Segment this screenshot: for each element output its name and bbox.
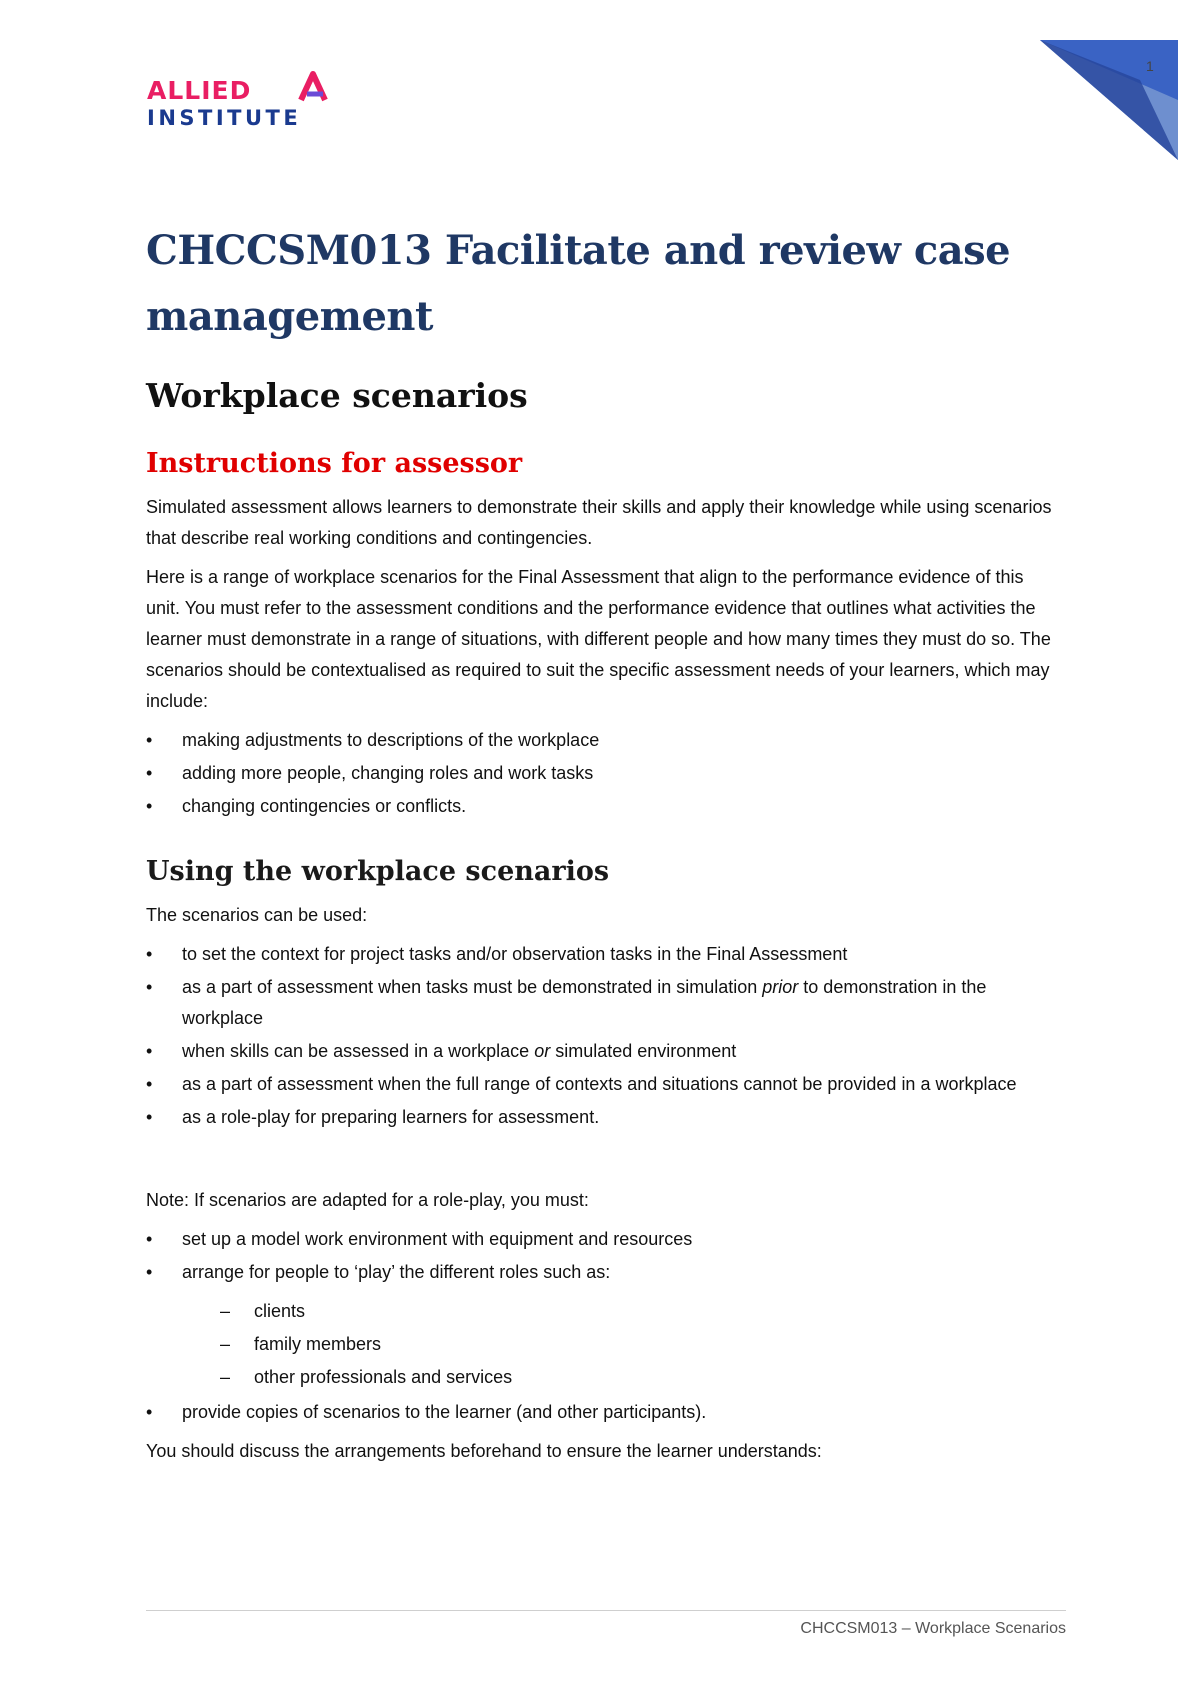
logo-mark-icon bbox=[297, 70, 333, 104]
list-item: • set up a model work environment with equipment and resources bbox=[146, 1229, 693, 1249]
list-item: • as a part of assessment when tasks must be demonstrated in simulation prior to demonstration in the workplace bbox=[146, 977, 987, 1028]
list-item: – other professionals and services bbox=[220, 1367, 513, 1387]
list-item: • when skills can be assessed in a workplace or simulated environment bbox=[146, 1041, 737, 1061]
allied-institute-logo bbox=[147, 70, 337, 132]
bullet-list bbox=[146, 1397, 1062, 1428]
list-item: – clients bbox=[220, 1301, 306, 1321]
paragraph: You should discuss the arrangements beforehand to ensure the learner understands: bbox=[146, 1441, 822, 1461]
logo-line1: ALLIED bbox=[147, 76, 252, 105]
list-item: • as a part of assessment when the full range of contexts and situations cannot be provided in a workplace bbox=[146, 1074, 1017, 1094]
bullet-list bbox=[146, 725, 1062, 822]
document-subtitle: Workplace scenarios bbox=[146, 376, 528, 415]
list-item: • arrange for people to ‘play’ the different roles such as: bbox=[146, 1262, 611, 1282]
document-title: CHCCSM013 Facilitate and review case management bbox=[146, 227, 1011, 340]
paragraph: The scenarios can be used: bbox=[146, 905, 368, 925]
list-item: • as a role-play for preparing learners for assessment. bbox=[146, 1107, 600, 1127]
bullet-list bbox=[146, 939, 1062, 1133]
list-item: • provide copies of scenarios to the learner (and other participants). bbox=[146, 1402, 707, 1422]
list-item: • to set the context for project tasks and/or observation tasks in the Final Assessment bbox=[146, 944, 848, 964]
section-heading-using: Using the workplace scenarios bbox=[146, 856, 610, 887]
paragraph: Here is a range of workplace scenarios for the Final Assessment that align to the performance evidence of this unit. You must refer to the assessment conditions and the performance evidence that outlines what activities the learner must demonstrate in a range of situations, with different people and how many times they must do so. The scenarios should be contextualised as required to suit the specific assessment needs of your learners, which may include: bbox=[146, 567, 1051, 711]
list-item: • changing contingencies or conflicts. bbox=[146, 796, 467, 816]
list-item: • adding more people, changing roles and work tasks bbox=[146, 763, 594, 783]
list-item: • making adjustments to descriptions of the workplace bbox=[146, 730, 600, 750]
dash-list bbox=[146, 1296, 1062, 1393]
footer-text: CHCCSM013 – Workplace Scenarios bbox=[800, 1620, 1066, 1637]
page-number: 1 bbox=[1146, 58, 1154, 74]
note-paragraph: Note: If scenarios are adapted for a role-play, you must: bbox=[146, 1190, 589, 1210]
bullet-list bbox=[146, 1224, 1062, 1288]
list-item: – family members bbox=[220, 1334, 382, 1354]
footer-divider bbox=[146, 1610, 1066, 1611]
paragraph: Simulated assessment allows learners to demonstrate their skills and apply their knowledge while using scenarios that describe real working conditions and contingencies. bbox=[146, 497, 1052, 548]
corner-decoration bbox=[1000, 0, 1200, 200]
document-body bbox=[146, 218, 1062, 1467]
logo-line2: INSTITUTE bbox=[147, 106, 302, 130]
section-heading-instructions: Instructions for assessor bbox=[146, 448, 523, 479]
